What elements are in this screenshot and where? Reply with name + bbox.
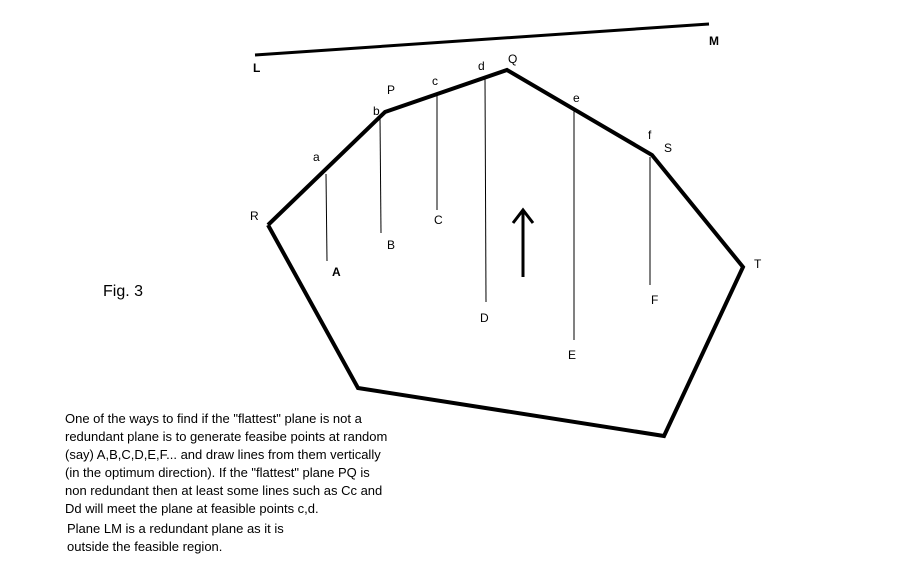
label-Q: Q (508, 52, 518, 66)
label-P: P (387, 83, 396, 97)
label-c: c (432, 74, 438, 88)
line-Aa (326, 174, 327, 261)
label-D: D (480, 311, 489, 325)
label-M: M (709, 34, 719, 48)
label-d: d (478, 59, 485, 73)
label-R: R (250, 209, 259, 223)
note-line: (in the optimum direction). If the "flattest" plane PQ is (65, 465, 370, 480)
label-F: F (651, 293, 659, 307)
optimum-direction-arrow (513, 210, 533, 277)
label-b: b (373, 104, 380, 118)
label-A: A (332, 265, 341, 279)
explanatory-note (65, 411, 387, 554)
label-E: E (568, 348, 577, 362)
figure-label: Fig. 3 (103, 283, 144, 300)
note-line: redundant plane is to generate feasibe points at random (65, 429, 388, 444)
note-line: outside the feasible region. (67, 539, 223, 554)
feasible-region-boundary (268, 70, 743, 436)
label-a: a (313, 150, 320, 164)
label-T: T (754, 257, 762, 271)
note-line: Dd will meet the plane at feasible points c,d. (65, 501, 319, 516)
label-e: e (573, 91, 580, 105)
note-line: Plane LM is a redundant plane as it is (67, 521, 284, 536)
note-line: One of the ways to find if the "flattest" plane is not a (65, 411, 362, 426)
label-S: S (664, 141, 673, 155)
label-B: B (387, 238, 396, 252)
label-L: L (253, 61, 261, 75)
plane-lm-line (255, 24, 709, 55)
label-C: C (434, 213, 443, 227)
note-line: (say) A,B,C,D,E,F... and draw lines from them vertically (65, 447, 381, 462)
label-f: f (648, 128, 652, 142)
line-Bb (380, 117, 381, 233)
line-Dd (485, 78, 486, 302)
note-line: non redundant then at least some lines such as Cc and (65, 483, 383, 498)
